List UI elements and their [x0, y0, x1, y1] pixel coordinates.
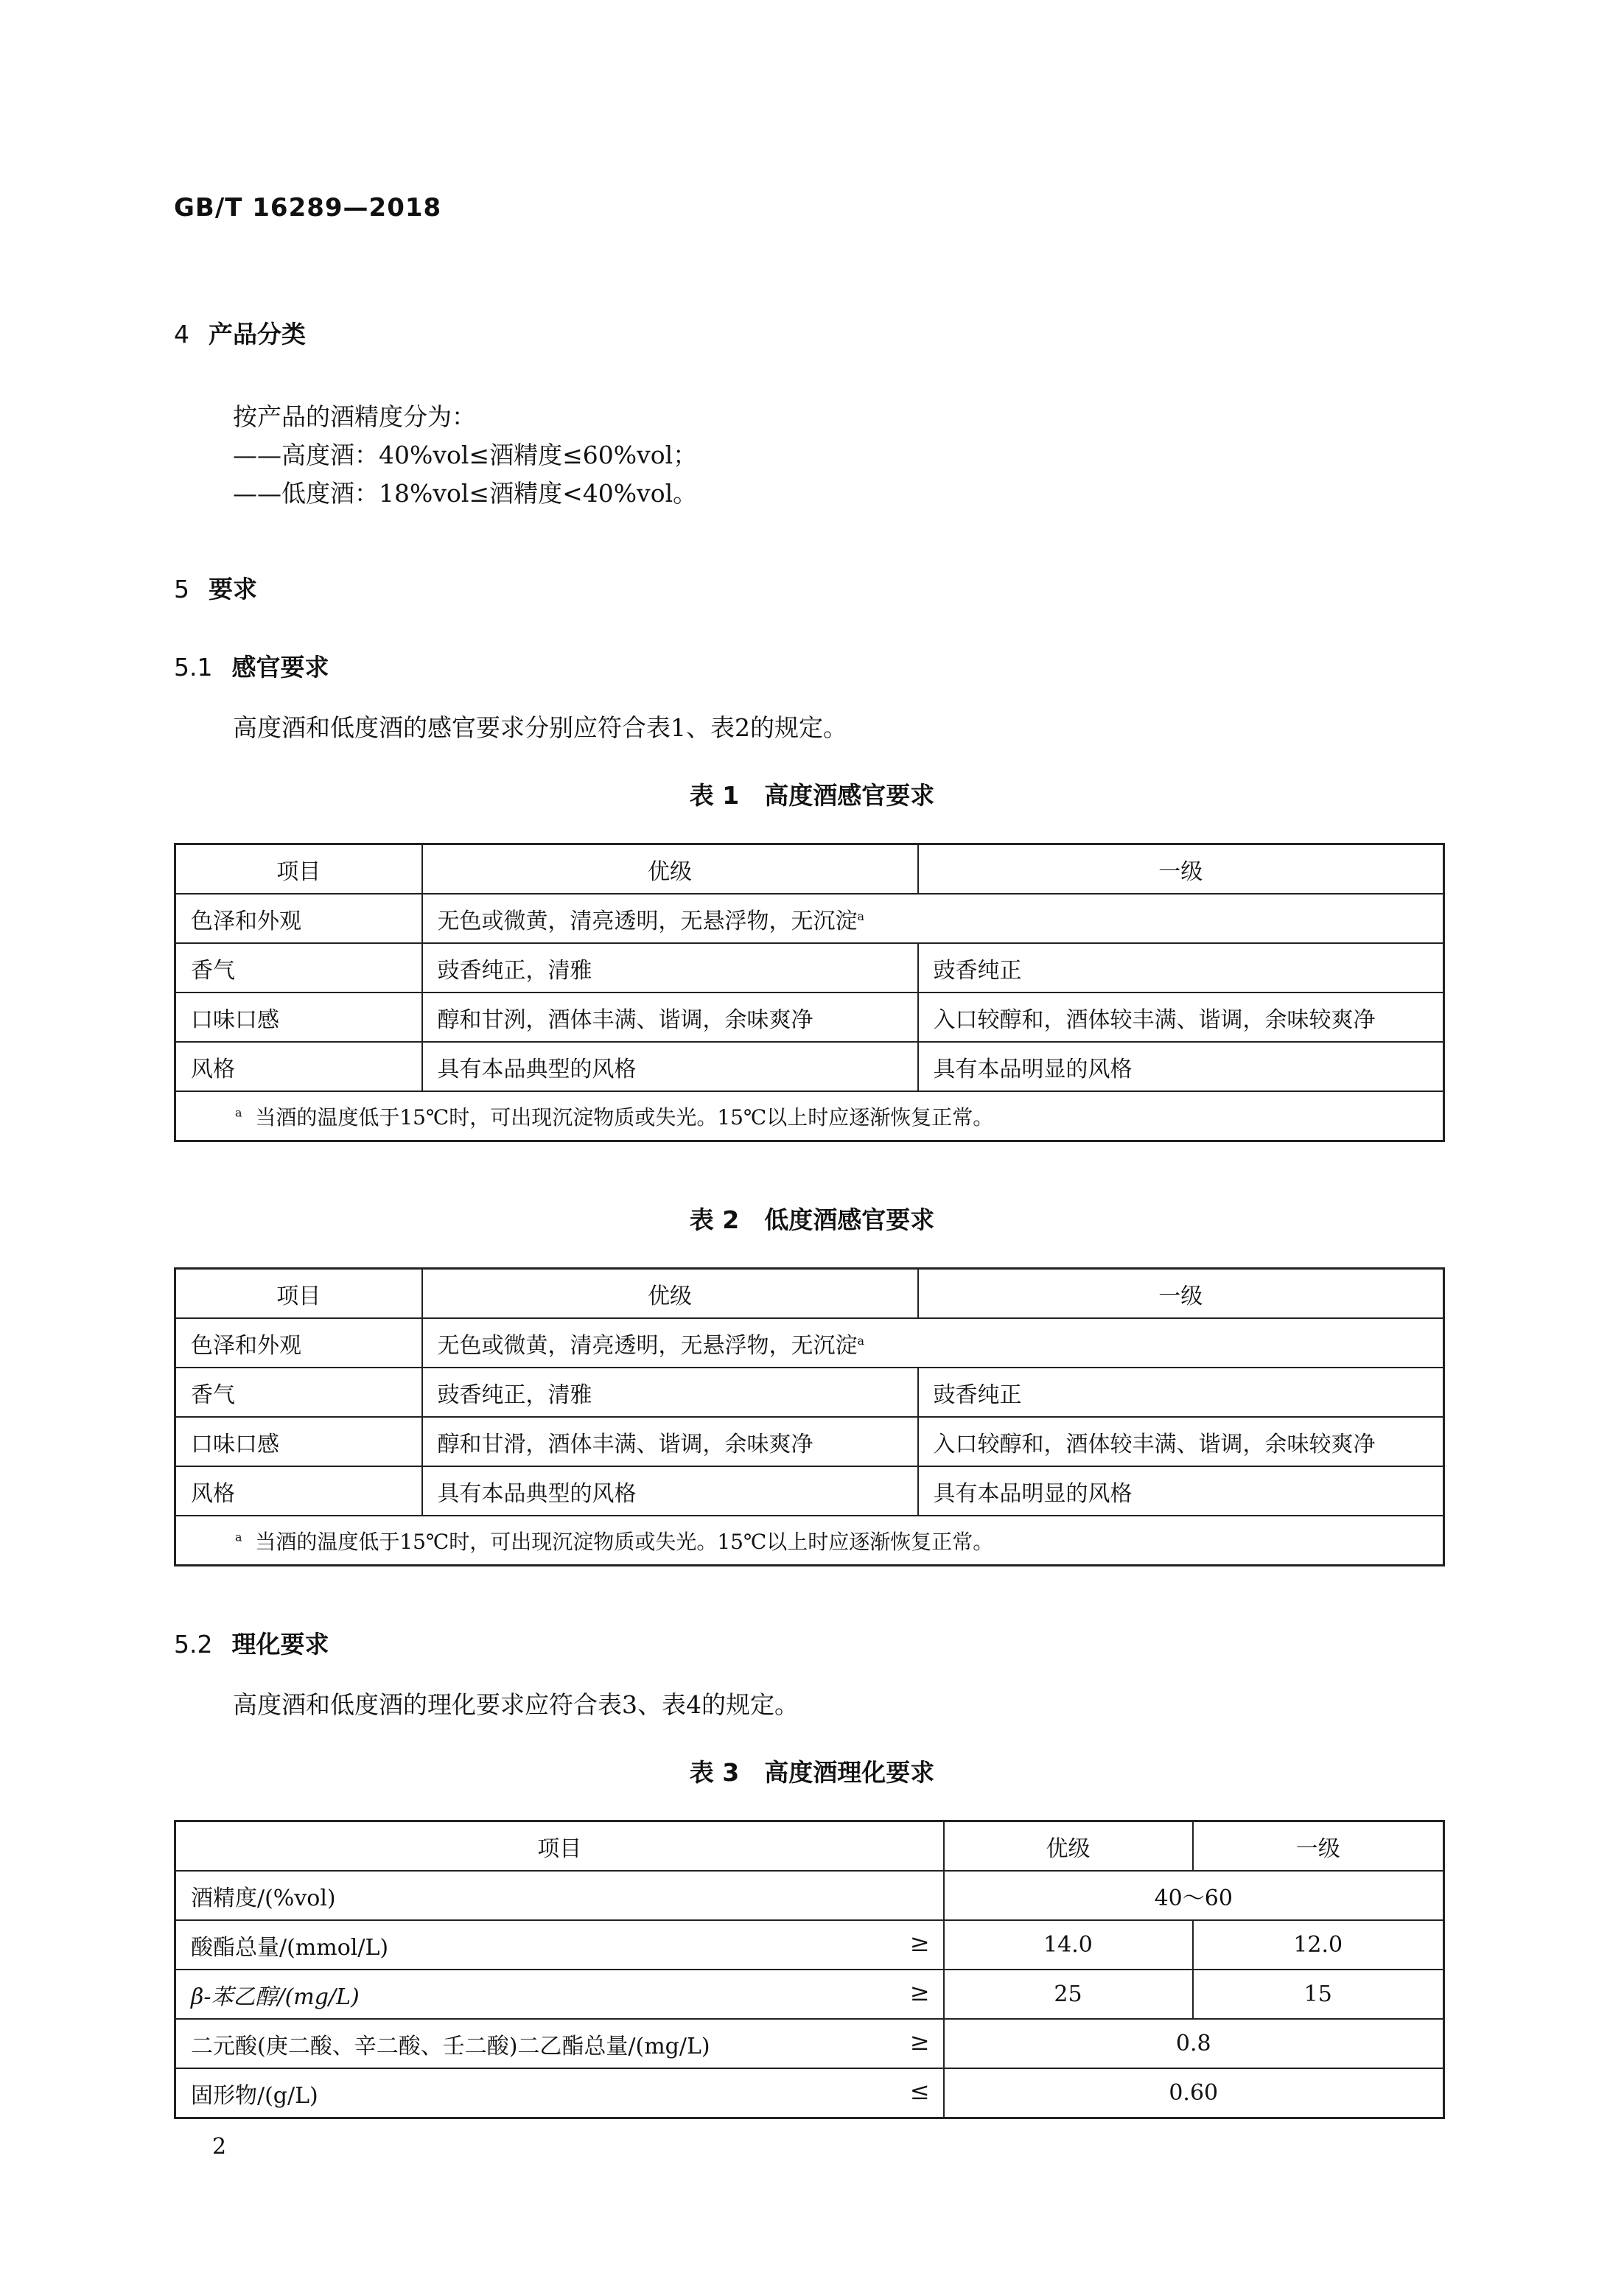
comparison-sign: ≥ — [909, 1928, 930, 1957]
table-note-row — [175, 1091, 1444, 1141]
section-4-body — [233, 398, 697, 513]
section-4-heading — [174, 315, 306, 350]
table-header-row — [175, 844, 1444, 895]
cell-premium: 具有本品典型的风格 — [422, 1042, 918, 1091]
row-value: 0.8 — [944, 2019, 1444, 2068]
table-row — [175, 2068, 1444, 2118]
cell-first: 12.0 — [1193, 1920, 1444, 1970]
section-title: 要求 — [209, 575, 257, 603]
table-1 — [174, 843, 1445, 1142]
row-label: 风格 — [175, 1042, 422, 1091]
table-header-row — [175, 1269, 1444, 1319]
classification-intro: 按产品的酒精度分为： — [233, 402, 476, 431]
table-header-row — [175, 1821, 1444, 1872]
section-number: 4 — [174, 320, 189, 349]
section-title: 产品分类 — [209, 320, 306, 349]
footnote-mark: a — [235, 1530, 242, 1544]
cell-premium: 醇和甘滑，酒体丰满、谐调，余味爽净 — [422, 1417, 918, 1466]
footnote-mark: a — [857, 1333, 865, 1348]
cell-premium: 具有本品典型的风格 — [422, 1466, 918, 1516]
standard-code: GB/T 16289—2018 — [174, 193, 442, 223]
header-grade-premium: 优级 — [422, 1269, 918, 1319]
section-title: 感官要求 — [231, 653, 329, 682]
table-title: 高度酒理化要求 — [764, 1758, 935, 1787]
row-label: 风格 — [175, 1466, 422, 1516]
section-number: 5.1 — [174, 653, 213, 682]
row-value: 40～60 — [944, 1871, 1444, 1920]
table-row — [175, 943, 1444, 993]
section-title: 理化要求 — [231, 1630, 329, 1659]
header-grade-first: 一级 — [1193, 1821, 1444, 1872]
table-2-caption — [0, 1201, 1624, 1236]
table-note-row — [175, 1516, 1444, 1566]
section-5-1-heading — [174, 648, 329, 683]
table-3-caption — [0, 1754, 1624, 1788]
table-2 — [174, 1267, 1445, 1566]
row-label: 酒精度/(%vol) — [175, 1871, 944, 1920]
row-label: 香气 — [175, 943, 422, 993]
section-5-2-heading — [174, 1625, 329, 1660]
table-footnote: $^a$ 当酒的温度低于15℃时，可出现沉淀物质或失光。15℃以上时应逐渐恢复正常。 — [175, 1091, 1444, 1141]
table-row — [175, 2019, 1444, 2068]
row-label: 口味口感 — [175, 1417, 422, 1466]
header-grade-first: 一级 — [918, 1269, 1444, 1319]
cell-first: 具有本品明显的风格 — [918, 1042, 1444, 1091]
comparison-sign: ≥ — [909, 2027, 930, 2056]
section-5-2-text: 高度酒和低度酒的理化要求应符合表3、表4的规定。 — [233, 1690, 799, 1719]
classification-item-low: ——低度酒：18%vol≤酒精度<40%vol。 — [233, 479, 698, 508]
comparison-sign: ≤ — [909, 2076, 930, 2105]
table-row — [175, 1318, 1444, 1368]
cell-premium: 豉香纯正，清雅 — [422, 1368, 918, 1417]
table-row — [175, 1466, 1444, 1516]
table-number: 表 2 — [689, 1205, 740, 1234]
cell-first: 入口较醇和，酒体较丰满、谐调，余味较爽净 — [918, 1417, 1444, 1466]
table-footnote: $^a$ 当酒的温度低于15℃时，可出现沉淀物质或失光。15℃以上时应逐渐恢复正常。 — [175, 1516, 1444, 1566]
section-5-heading — [174, 570, 257, 605]
row-label: 固形物/(g/L) ≤ — [175, 2068, 944, 2118]
cell-premium: 豉香纯正，清雅 — [422, 943, 918, 993]
row-value: 无色或微黄，清亮透明，无悬浮物，无沉淀$^a$ — [422, 894, 1444, 943]
table-title: 低度酒感官要求 — [764, 1205, 935, 1234]
header-grade-first: 一级 — [918, 844, 1444, 895]
cell-first: 具有本品明显的风格 — [918, 1466, 1444, 1516]
row-label: 香气 — [175, 1368, 422, 1417]
section-number: 5.2 — [174, 1630, 213, 1659]
table-row — [175, 1871, 1444, 1920]
table-number: 表 3 — [689, 1758, 740, 1787]
header-grade-premium: 优级 — [944, 1821, 1193, 1872]
footnote-mark: a — [857, 909, 865, 923]
table-number: 表 1 — [689, 781, 740, 810]
row-value: 0.60 — [944, 2068, 1444, 2118]
cell-premium: 醇和甘洌，酒体丰满、谐调，余味爽净 — [422, 993, 918, 1042]
row-label: 色泽和外观 — [175, 1318, 422, 1368]
cell-premium: 14.0 — [944, 1920, 1193, 1970]
row-label: 色泽和外观 — [175, 894, 422, 943]
cell-first: 15 — [1193, 1970, 1444, 2019]
header-item: 项目 — [175, 1821, 944, 1872]
cell-first: 豉香纯正 — [918, 943, 1444, 993]
cell-premium: 25 — [944, 1970, 1193, 2019]
row-label: 二元酸(庚二酸、辛二酸、壬二酸)二乙酯总量/(mg/L) ≥ — [175, 2019, 944, 2068]
row-label: 口味口感 — [175, 993, 422, 1042]
header-item: 项目 — [175, 1269, 422, 1319]
header-item: 项目 — [175, 844, 422, 895]
table-row — [175, 1970, 1444, 2019]
table-row — [175, 993, 1444, 1042]
table-row — [175, 894, 1444, 943]
cell-first: 豉香纯正 — [918, 1368, 1444, 1417]
footnote-mark: a — [235, 1105, 242, 1120]
header-grade-premium: 优级 — [422, 844, 918, 895]
table-row — [175, 1042, 1444, 1091]
classification-item-high: ——高度酒：40%vol≤酒精度≤60%vol； — [233, 441, 698, 469]
table-1-caption — [0, 777, 1624, 811]
table-row — [175, 1920, 1444, 1970]
section-5-1-text: 高度酒和低度酒的感官要求分别应符合表1、表2的规定。 — [233, 713, 847, 742]
page-number: 2 — [212, 2134, 227, 2160]
row-label: 酸酯总量/(mmol/L) ≥ — [175, 1920, 944, 1970]
comparison-sign: ≥ — [909, 1978, 930, 2006]
row-value: 无色或微黄，清亮透明，无悬浮物，无沉淀$^a$ — [422, 1318, 1444, 1368]
row-label: β-苯乙醇/(mg/L) ≥ — [175, 1970, 944, 2019]
table-title: 高度酒感官要求 — [764, 781, 935, 810]
table-row — [175, 1417, 1444, 1466]
table-row — [175, 1368, 1444, 1417]
cell-first: 入口较醇和，酒体较丰满、谐调，余味较爽净 — [918, 993, 1444, 1042]
section-number: 5 — [174, 575, 189, 603]
table-3 — [174, 1820, 1445, 2119]
